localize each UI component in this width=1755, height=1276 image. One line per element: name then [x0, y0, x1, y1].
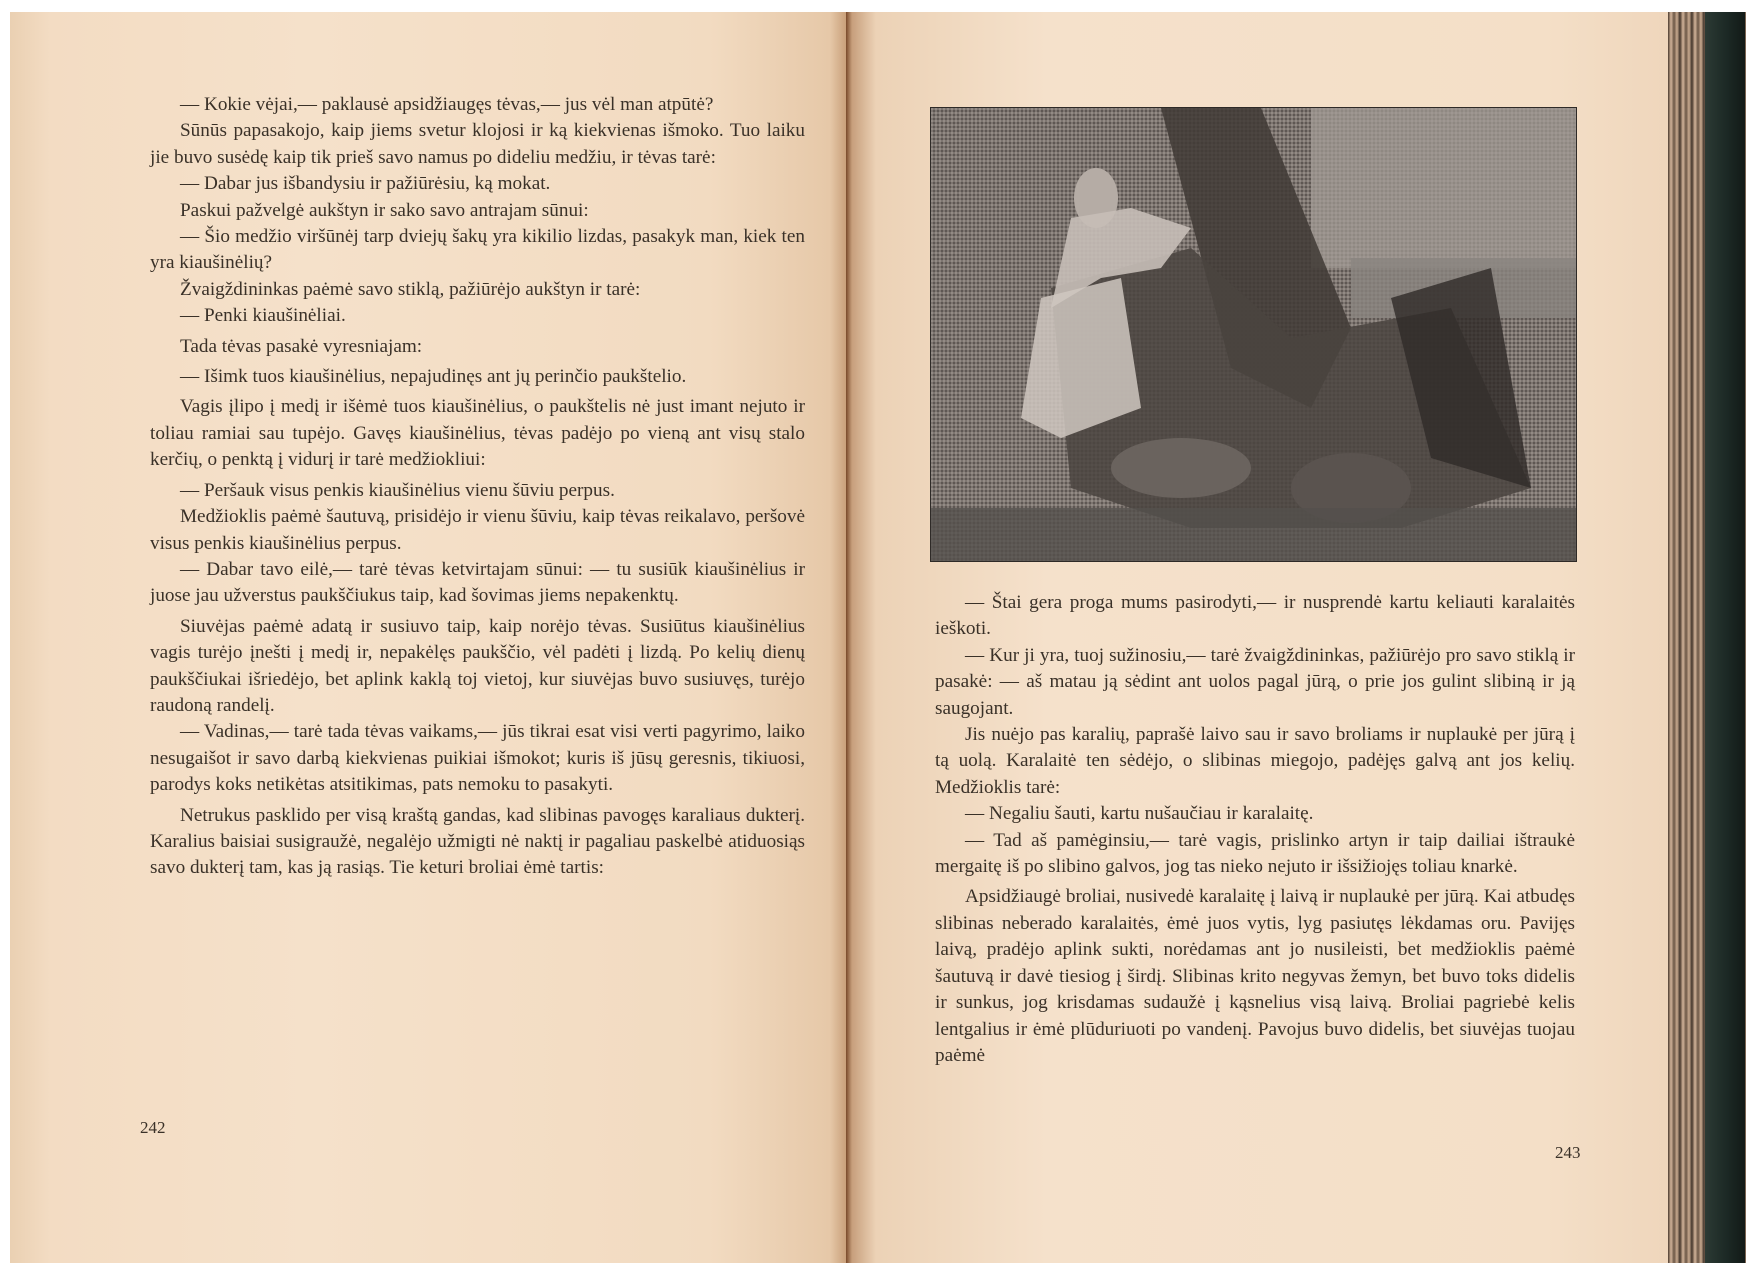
dragon-princess-picture: [931, 108, 1576, 561]
paragraph: Žvaigždininkas paėmė savo stiklą, pažiūrėjo aukštyn ir tarė:: [180, 278, 641, 300]
paragraph: Netrukus pasklido per visą kraštą gandas, kad slibinas pavogęs karaliaus dukterį. Karalius baisiai susigraužė, negalėjo užmigti nė naktį ir pagaliau paskelbė atiduosiąs savo dukterį tam, kas ją rasiąs. Tie keturi broliai ėmė tartis:: [150, 804, 805, 879]
left-text-column: [150, 92, 805, 882]
paragraph: — Kur ji yra, tuoj sužinosiu,— tarė žvaigždininkas, pažiūrėjo pro savo stiklą ir pasakė: — aš matau ją sėdint ant uolos pagal jūrą, o prie jos gulint slibiną ir ją saugojant.: [935, 644, 1575, 719]
book-cover-edge: [1705, 12, 1745, 1263]
paragraph: — Peršauk visus penkis kiaušinėlius vienu šūviu perpus.: [180, 479, 615, 501]
paragraph: Sūnūs papasakojo, kaip jiems svetur klojosi ir ką kiekvienas išmoko. Tuo laiku jie buvo susėdę kaip tik prieš savo namus po dideliu medžiu, ir tėvas tarė:: [150, 120, 805, 168]
paragraph: — Štai gera proga mums pasirodyti,— ir nusprendė kartu keliauti karalaitės ieškoti.: [935, 592, 1575, 640]
illustration-engraving: [930, 107, 1577, 562]
paragraph: Siuvėjas paėmė adatą ir susiuvo taip, kaip norėjo tėvas. Susiūtus kiaušinėlius vagis turėjo įnešti į medį ir, nepakėlęs paukščio, vėl padėti į lizdą. Po kelių dienų paukščiukai išriedėjo, bet aplink kaklą toj vietoj, kur siuvėjas buvo susiuvęs, turėjo raudoną randelį.: [150, 615, 805, 716]
paragraph: — Vadinas,— tarė tada tėvas vaikams,— jūs tikrai esat visi verti pagyrimo, laiko nesugaišot ir savo darbą kiekvienas puikiai išmokot; kuris iš jūsų geresnis, tikiuosi, parodys koks netikėtas atsitikimas, pats nemoku to pasakyti.: [150, 721, 805, 796]
paragraph: Vagis įlipo į medį ir išėmė tuos kiaušinėlius, o paukštelis nė just imant nejuto ir toliau ramiai sau tupėjo. Gavęs kiaušinėlius, tėvas padėjo po vieną ant visų stalo kerčių, o penktą į vidurį ir tarė medžiokliui:: [150, 396, 805, 471]
paragraph: — Dabar tavo eilė,— tarė tėvas ketvirtajam sūnui: — tu susiūk kiaušinėlius ir juose jau užverstus paukščiukus taip, kad šovimas jiems nepakenktų.: [150, 558, 805, 607]
paragraph: Medžioklis paėmė šautuvą, prisidėjo ir vienu šūviu, kaip tėvas reikalavo, peršovė visus penkis kiaušinėlius perpus.: [150, 506, 805, 554]
paragraph: — Negaliu šauti, kartu nušaučiau ir karalaitę.: [965, 803, 1314, 825]
paragraph: Paskui pažvelgė aukštyn ir sako savo antrajam sūnui:: [180, 199, 589, 221]
page-number-left: 242: [140, 1118, 166, 1137]
right-text-column: [935, 590, 1575, 1069]
paragraph: Jis nuėjo pas karalių, paprašė laivo sau ir savo broliams ir nuplaukė per jūrą į tą uolą. Karalaitė ten sėdėjo, o slibinas miegojo, padėjęs galvą ant jos kelių. Medžioklis tarė:: [935, 724, 1575, 798]
paragraph: Apsidžiaugė broliai, nusivedė karalaitę į laivą ir nuplaukė per jūrą. Kai atbudęs slibinas neberado karalaitės, ėmė juos vytis, lyg pasiutęs lėkdamas oru. Pavijęs laivą, pradėjo aplink sukti, norėdamas ant jo nusileisti, bet medžioklis paėmė šautuvą ir davė tiesiog į širdį. Slibinas krito negyvas žemyn, bet buvo toks didelis ir sunkus, jog krisdamas sudaužė į kąsnelius visą laivą. Broliai pagriebė kelis lentgalius ir ėmė plūduriuoti po vandenį. Pavojus buvo didelis, bet siuvėjas tuojau paėmė: [935, 886, 1575, 1066]
paragraph: — Kokie vėjai,— paklausė apsidžiaugęs tėvas,— jus vėl man atpūtė?: [180, 94, 714, 115]
paragraph: Tada tėvas pasakė vyresniajam:: [180, 335, 423, 357]
paragraph: — Išimk tuos kiaušinėlius, nepajudinęs ant jų perinčio paukštelio.: [180, 366, 687, 388]
page-number-right: 243: [1555, 1143, 1581, 1162]
paragraph: — Penki kiaušinėliai.: [180, 305, 346, 327]
paragraph: — Šio medžio viršūnėj tarp dviejų šakų yra kikilio lizdas, pasakyk man, kiek ten yra kiaušinėlių?: [150, 226, 805, 274]
paragraph: — Tad aš pamėginsiu,— tarė vagis, prislinko artyn ir taip dailiai ištraukė mergaitę iš po slibino galvos, jog tas nieko nejuto ir išsižiojęs toliau knarkė.: [935, 829, 1575, 878]
paragraph: — Dabar jus išbandysiu ir pažiūrėsiu, ką mokat.: [180, 173, 551, 195]
